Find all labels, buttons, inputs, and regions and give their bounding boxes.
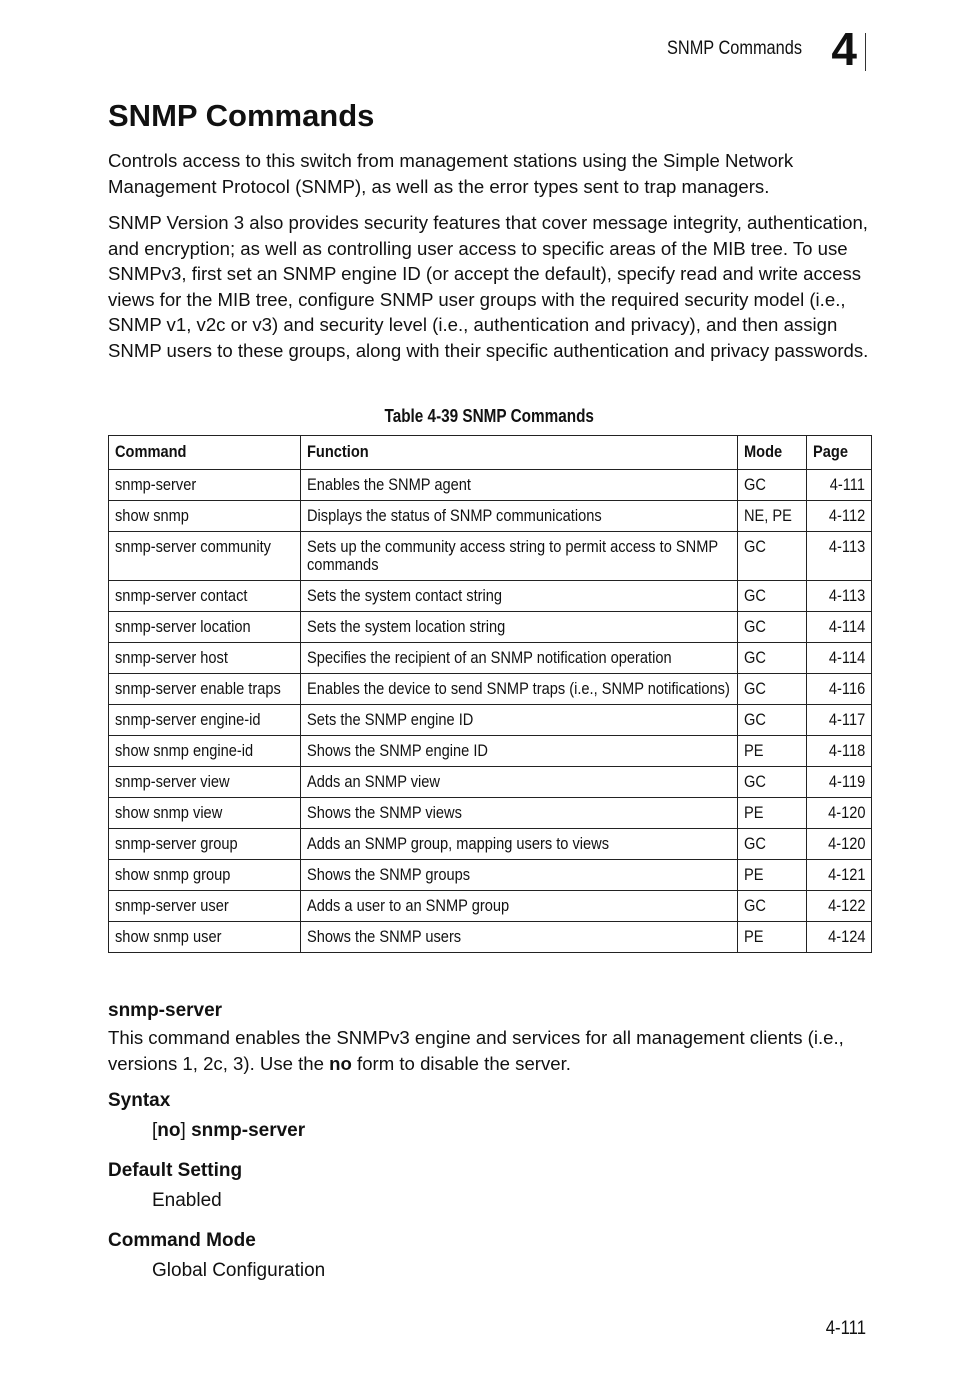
cell-command: snmp-server contact	[109, 581, 301, 612]
syntax-keyword-no: no	[157, 1120, 181, 1141]
command-mode-value: Global Configuration	[152, 1260, 326, 1281]
default-setting-value: Enabled	[152, 1190, 222, 1211]
cell-command: snmp-server group	[109, 829, 301, 860]
cell-function: Enables the device to send SNMP traps (i.e., SNMP notifications)	[301, 674, 738, 705]
intro-paragraph-1: Controls access to this switch from management stations using the Simple Network Management Protocol (SNMP), as well as the error types sent to trap managers.	[108, 150, 794, 197]
cell-command: show snmp user	[109, 922, 301, 953]
table-row	[109, 705, 872, 736]
cell-page: 4-120	[807, 798, 872, 829]
cell-mode: GC	[738, 705, 807, 736]
cell-page: 4-114	[807, 643, 872, 674]
cell-page: 4-116	[807, 674, 872, 705]
table-row	[109, 674, 872, 705]
cell-mode: PE	[738, 922, 807, 953]
cell-page: 4-121	[807, 860, 872, 891]
cell-mode: PE	[738, 860, 807, 891]
cell-function: Adds a user to an SNMP group	[301, 891, 738, 922]
intro-paragraph-2: SNMP Version 3 also provides security features that cover message integrity, authentication, and encryption; as well as controlling user access to specific areas of the MIB tree. To use SNMPv3, first set an SNMP engine ID (or accept the default), specify read and write access views for the MIB tree, configure SNMP user groups with the required security model (i.e., SNMP v1, v2c or v3) and security level (i.e., authentication and privacy), and then assign SNMP users to these groups, along with their specific authentication and privacy passwords.	[108, 212, 869, 361]
cell-mode: GC	[738, 643, 807, 674]
cell-function: Sets the SNMP engine ID	[301, 705, 738, 736]
cell-page: 4-112	[807, 501, 872, 532]
cell-mode: GC	[738, 767, 807, 798]
cell-command: snmp-server view	[109, 767, 301, 798]
column-header-command: Command	[109, 436, 301, 470]
cell-function: Adds an SNMP group, mapping users to views	[301, 829, 738, 860]
cell-page: 4-124	[807, 922, 872, 953]
default-setting-heading: Default Setting	[108, 1160, 243, 1181]
cell-mode: PE	[738, 736, 807, 767]
cell-function: Sets the system contact string	[301, 581, 738, 612]
cell-mode: PE	[738, 798, 807, 829]
table-caption	[108, 406, 870, 427]
cell-page: 4-118	[807, 736, 872, 767]
cell-mode: GC	[738, 891, 807, 922]
syntax-bracket-open: [	[152, 1120, 158, 1141]
table-row	[109, 501, 872, 532]
table-row	[109, 829, 872, 860]
table-row	[109, 767, 872, 798]
cell-mode: GC	[738, 829, 807, 860]
command-mode-heading: Command Mode	[108, 1230, 256, 1251]
table-row	[109, 891, 872, 922]
table-body	[109, 470, 872, 953]
cell-command: snmp-server user	[109, 891, 301, 922]
table-row	[109, 612, 872, 643]
cell-page: 4-119	[807, 767, 872, 798]
cell-command: show snmp view	[109, 798, 301, 829]
table-header-row	[109, 436, 872, 470]
syntax-bracket-close: ]	[180, 1120, 192, 1141]
page-number: 4-111	[825, 1318, 866, 1339]
cell-page: 4-114	[807, 612, 872, 643]
cell-function: Shows the SNMP engine ID	[301, 736, 738, 767]
cell-function: Specifies the recipient of an SNMP notification operation	[301, 643, 738, 674]
command-name-heading: snmp-server	[108, 1000, 223, 1021]
cell-command: snmp-server host	[109, 643, 301, 674]
command-description	[108, 1025, 870, 1076]
table-row	[109, 470, 872, 501]
cell-command: snmp-server location	[109, 612, 301, 643]
syntax-heading: Syntax	[108, 1090, 171, 1111]
cell-mode: NE, PE	[738, 501, 807, 532]
chapter-tab	[818, 23, 866, 75]
cell-mode: GC	[738, 470, 807, 501]
chapter-number: 4	[831, 23, 857, 75]
cell-function: Shows the SNMP groups	[301, 860, 738, 891]
cell-mode: GC	[738, 581, 807, 612]
cell-function: Adds an SNMP view	[301, 767, 738, 798]
table-row	[109, 798, 872, 829]
running-header-title: SNMP Commands	[666, 38, 802, 59]
cell-function: Shows the SNMP users	[301, 922, 738, 953]
cell-page: 4-111	[807, 470, 872, 501]
table-caption-text: Table 4-39 SNMP Commands	[384, 406, 594, 426]
column-header-page: Page	[807, 436, 872, 470]
syntax-command: snmp-server	[191, 1120, 306, 1141]
cell-page: 4-120	[807, 829, 872, 860]
column-header-mode: Mode	[738, 436, 807, 470]
table-row	[109, 736, 872, 767]
cell-page: 4-117	[807, 705, 872, 736]
cell-function: Sets up the community access string to permit access to SNMP commands	[301, 532, 738, 581]
cell-page: 4-113	[807, 581, 872, 612]
cell-function: Enables the SNMP agent	[301, 470, 738, 501]
cell-command: show snmp group	[109, 860, 301, 891]
snmp-commands-table	[108, 435, 872, 953]
cell-mode: GC	[738, 612, 807, 643]
cell-command: snmp-server community	[109, 532, 301, 581]
description-keyword-no: no	[329, 1052, 352, 1074]
description-text-before: This command enables the SNMPv3 engine and services for all management clients (i.e., versions 1, 2c, 3). Use the	[108, 1027, 844, 1074]
cell-command: snmp-server	[109, 470, 301, 501]
table-row	[109, 643, 872, 674]
cell-function: Shows the SNMP views	[301, 798, 738, 829]
cell-function: Displays the status of SNMP communications	[301, 501, 738, 532]
description-text-after: form to disable the server.	[351, 1052, 571, 1074]
cell-page: 4-113	[807, 532, 872, 581]
cell-command: snmp-server engine-id	[109, 705, 301, 736]
cell-page: 4-122	[807, 891, 872, 922]
column-header-function: Function	[301, 436, 738, 470]
table-row	[109, 532, 872, 581]
cell-command: show snmp engine-id	[109, 736, 301, 767]
cell-function: Sets the system location string	[301, 612, 738, 643]
page-title: SNMP Commands	[108, 98, 375, 133]
cell-mode: GC	[738, 532, 807, 581]
table-row	[109, 581, 872, 612]
cell-command: show snmp	[109, 501, 301, 532]
table-row	[109, 860, 872, 891]
table-row	[109, 922, 872, 953]
cell-command: snmp-server enable traps	[109, 674, 301, 705]
syntax-line	[152, 1120, 305, 1142]
cell-mode: GC	[738, 674, 807, 705]
